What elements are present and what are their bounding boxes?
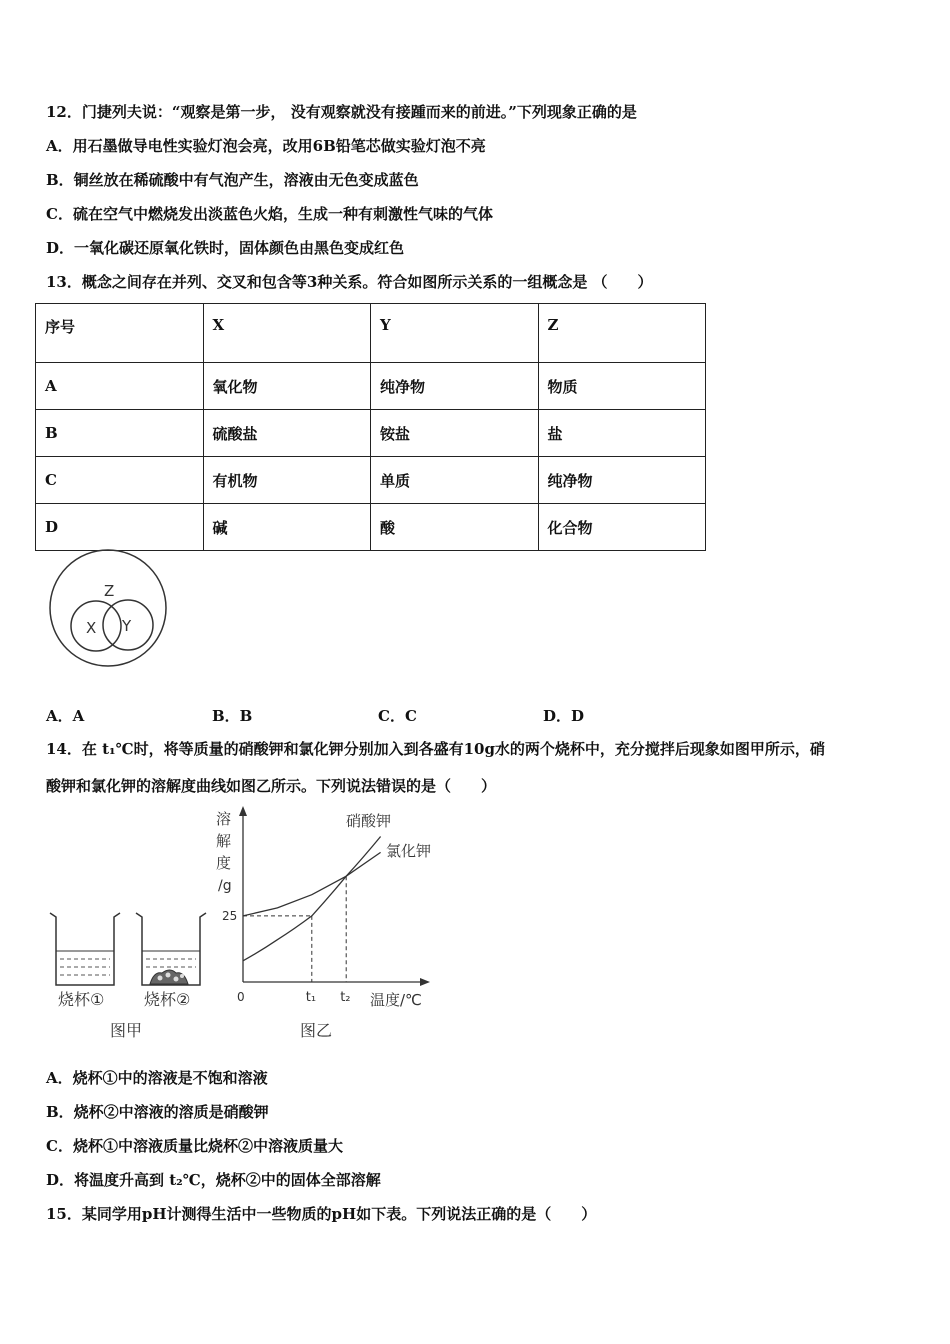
table-row [36, 363, 706, 410]
q13-option-a: A．A [46, 707, 85, 725]
table-header-row [36, 304, 706, 363]
table-cell: 纯净物 [538, 457, 706, 504]
table-header-cell: Z [538, 304, 706, 363]
table-row [36, 504, 706, 551]
table-row [36, 457, 706, 504]
y-label-char: 溶 [216, 810, 232, 828]
table-cell: 物质 [538, 363, 706, 410]
q14-option-b: B．烧杯②中溶液的溶质是硝酸钾 [46, 1103, 269, 1121]
y-label-char: 解 [216, 832, 232, 850]
table-cell: D [36, 504, 204, 551]
curve-kno3 [243, 837, 381, 961]
table-cell: 有机物 [203, 457, 371, 504]
table-cell: 硫酸盐 [203, 410, 371, 457]
q13-option-b: B．B [212, 707, 253, 725]
table-header-cell: X [203, 304, 371, 363]
q14-stem-line1: 14．在 t₁℃时，将等质量的硝酸钾和氯化钾分别加入到各盛有10g水的两个烧杯中，充分搅拌后现象如图甲所示，硝 [46, 740, 825, 758]
q12-option-a: A．用石墨做导电性实验灯泡会亮，改用6B铅笔芯做实验灯泡不亮 [46, 137, 486, 155]
y-tick-25: 25 [222, 908, 238, 923]
q15-stem: 15．某同学用pH计测得生活中一些物质的pH如下表。下列说法正确的是（ ） [46, 1205, 597, 1223]
q14-figure-jia [44, 905, 224, 1045]
figure-jia-caption: 图甲 [110, 1021, 143, 1040]
table-cell: 纯净物 [371, 363, 539, 410]
q13-option-c: C．C [378, 707, 417, 725]
table-cell: C [36, 457, 204, 504]
q13-venn-diagram [46, 546, 170, 670]
q14-stem-line2: 酸钾和氯化钾的溶解度曲线如图乙所示。下列说法错误的是（ ） [46, 777, 497, 795]
y-label-char: 度 [216, 854, 232, 872]
q13-option-d: D．D [543, 707, 585, 725]
origin-label: 0 [237, 990, 245, 1004]
table-cell: 化合物 [538, 504, 706, 551]
table-header-cell: Y [371, 304, 539, 363]
table-cell: 铵盐 [371, 410, 539, 457]
q13-stem: 13．概念之间存在并列、交叉和包含等3种关系。符合如图所示关系的一组概念是 （ ） [46, 273, 653, 291]
x-axis-label: 温度/℃ [370, 991, 422, 1009]
table-cell: A [36, 363, 204, 410]
q13-concept-table [35, 303, 706, 551]
y-label-char: /g [218, 878, 232, 894]
table-cell: 酸 [371, 504, 539, 551]
table-cell: 单质 [371, 457, 539, 504]
figure-yi-caption: 图乙 [300, 1021, 333, 1040]
table-row [36, 410, 706, 457]
x-tick-t1: t₁ [305, 990, 317, 1005]
table-cell: 盐 [538, 410, 706, 457]
x-tick-t2: t₂ [340, 990, 351, 1005]
table-cell: 氧化物 [203, 363, 371, 410]
beaker-2 [136, 913, 206, 985]
q12-stem: 12．门捷列夫说：“观察是第一步， 没有观察就没有接踵而来的前进。”下列现象正确的是 [46, 103, 637, 121]
q12-option-d: D．一氧化碳还原氧化铁时，固体颜色由黑色变成红色 [46, 239, 405, 257]
table-cell: 碱 [203, 504, 371, 551]
curve-kcl [243, 852, 381, 916]
beaker-1-label: 烧杯① [58, 990, 105, 1009]
y-axis-arrow-icon [239, 806, 247, 816]
q12-option-c: C．硫在空气中燃烧发出淡蓝色火焰，生成一种有刺激性气味的气体 [46, 205, 493, 223]
venn-label-z: Z [104, 582, 115, 600]
x-axis-arrow-icon [420, 978, 430, 986]
q12-option-b: B．铜丝放在稀硫酸中有气泡产生，溶液由无色变成蓝色 [46, 171, 419, 189]
venn-label-y: Y [122, 617, 132, 635]
table-cell: B [36, 410, 204, 457]
series-label-kno3: 硝酸钾 [346, 812, 392, 830]
table-header-cell: 序号 [36, 304, 204, 363]
beaker-2-label: 烧杯② [144, 990, 191, 1009]
beaker-1 [50, 913, 120, 985]
q14-option-c: C．烧杯①中溶液质量比烧杯②中溶液质量大 [46, 1137, 343, 1155]
q14-option-a: A．烧杯①中的溶液是不饱和溶液 [46, 1069, 268, 1087]
q14-figure-yi-solubility-chart [210, 800, 450, 1045]
series-label-kcl: 氯化钾 [386, 842, 432, 860]
q14-option-d: D．将温度升高到 t₂℃，烧杯②中的固体全部溶解 [46, 1171, 381, 1189]
venn-label-x: X [86, 619, 97, 637]
